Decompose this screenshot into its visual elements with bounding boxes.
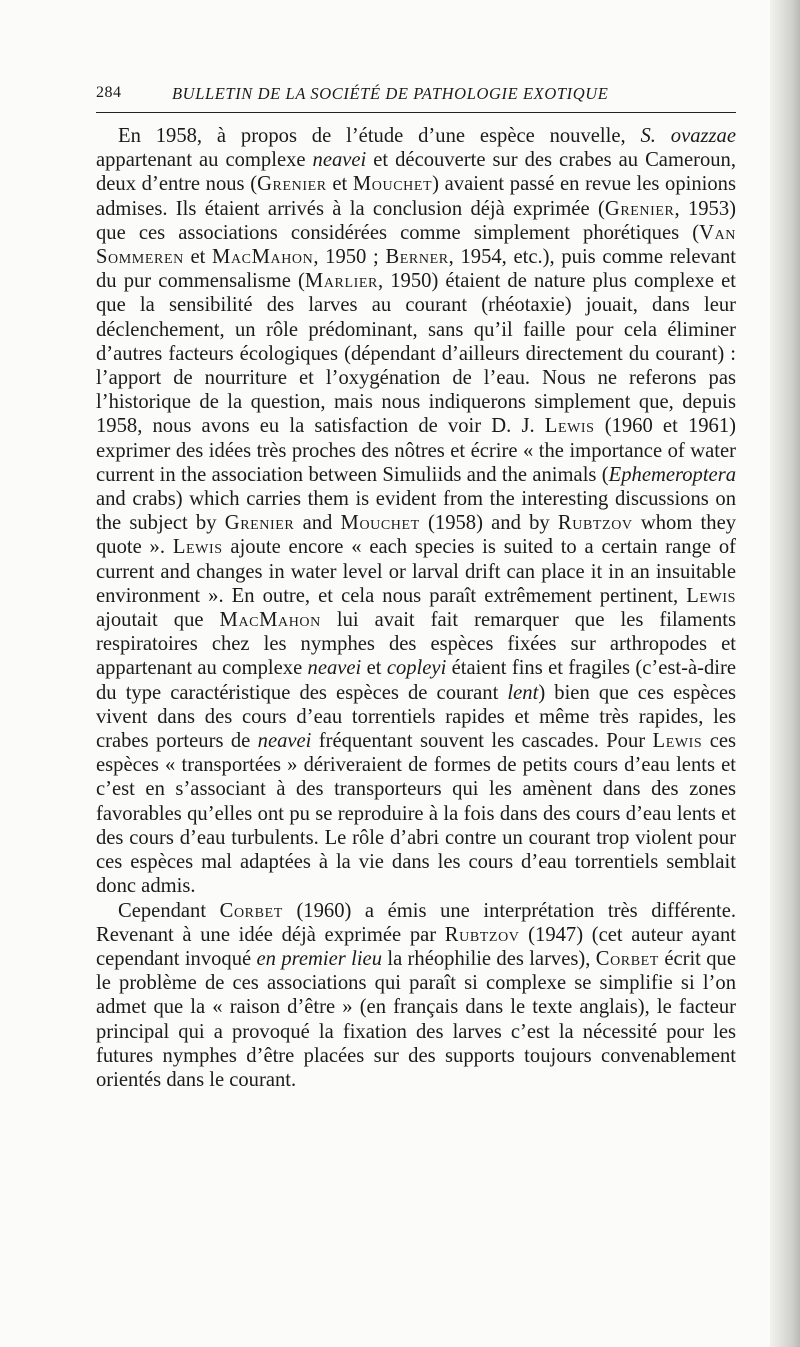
paragraph-2: Cependant Corbet (1960) a émis une interprétation très différente. Revenant à une idée déjà exprimée par Rubtzov (1947) (cet auteur ayant cependant invoqué en premier lieu la rhéophilie des larves), Corbet écrit que le problème de ces associations qui paraît si complexe se simplifie si l’on admet que la « raison d’être » (en français dans le texte anglais), le facteur principal qui a provoqué la fixation des larves c’est la nécessité pour les futures nymphes d’être placées sur des supports toujours convenablement orientés dans le courant. [96,899,737,1091]
author-name: Lewis [686,584,736,607]
author-name: Grenier [604,197,675,220]
italic-term: neavei [257,730,312,753]
italic-term: copleyi [386,657,447,680]
author-name: Mouchet [352,173,433,196]
page-edge-shadow [770,0,800,1347]
author-name: Lewis [652,730,703,753]
italic-term: Ephemeroptera [608,463,736,486]
page-number: 284 [96,84,122,101]
author-name: Grenier [224,512,295,535]
author-name: Rubtzov [444,923,520,946]
author-name: Van Sommeren [96,221,736,269]
author-name: Lewis [544,415,595,438]
author-name: Rubtzov [557,512,633,535]
author-name: Mouchet [340,512,420,535]
author-name: Grenier [257,173,327,196]
italic-term: lent [507,681,539,704]
author-name: Berner [385,246,449,269]
italic-term: neavei [307,657,362,680]
author-name: MacMahon [219,609,321,632]
italic-term: neavei [312,149,367,172]
italic-term: S. ovazzae [640,125,736,147]
author-name: Marlier [304,270,378,293]
page-header [96,84,736,113]
paragraph-1: En 1958, à propos de l’étude d’une espèce nouvelle, S. ovazzae appartenant au complexe neavei et découverte sur des crabes au Cameroun, deux d’entre nous (Grenier et Mouchet) avaient passé en revue les opinions admises. Ils étaient arrivés à la conclusion déjà exprimée (Grenier, 1953) que ces associations considérées comme simplement phorétiques (Van Sommeren et MacMahon, 1950 ; Berner, 1954, etc.), puis comme relevant du pur commensalisme (Marlier, 1950) étaient de nature plus complexe et que la sensibilité des larves au courant (rhéotaxie) jouait, dans leur déclenchement, un rôle prédominant, sans qu’il faille pour cela éliminer d’autres facteurs écologiques (dépendant d’ailleurs directement du courant) : l’apport de nourriture et l’oxygénation de l’eau. Nous ne referons pas l’historique de la question, mais nous indiquerons simplement que, depuis 1958, nous avons eu la satisfaction de voir D. J. Lewis (1960 et 1961) exprimer des idées très proches des nôtres et écrire « the importance of water current in the association between Simuliids and the animals (Ephemeroptera and crabs) which carries them is evident from the interesting discussions on the subject by Grenier and Mouchet (1958) and by Rubtzov whom they quote ». Lewis ajoute encore « each species is suited to a certain range of current and changes in water level or larval drift can place it in an insuitable environment ». En outre, et cela nous paraît extrêmement pertinent, Lewis ajoutait que MacMahon lui avait fait remarquer que les filaments respiratoires chez les nymphes des espèces fixées sur arthropodes et appartenant au complexe neavei et copleyi étaient fins et fragiles (c’est-à-dire du type caractéristique des espèces de courant lent) bien que ces espèces vivent dans des cours d’eau torrentiels rapides et même très rapides, les crabes porteurs de neavei fréquentant souvent les cascades. Pour Lewis ces espèces « transportées » dériveraient de formes de petits cours d’eau lents et c’est en s’associant à des transporteurs qui les amènent dans des zones favorables qu’elles ont pu se reproduire à la fois dans des cours d’eau lents et des cours d’eau turbulents. Le rôle d’abri contre un courant trop violent pour ces espèces mal adaptées à la vie dans les cours d’eau torrentiels semblait donc admis. [96,125,737,898]
author-name: Corbet [595,947,659,970]
author-name: Lewis [172,536,223,559]
body-text [96,124,736,1092]
italic-term: en premier lieu [256,947,382,970]
running-title: BULLETIN DE LA SOCIÉTÉ DE PATHOLOGIE EXOTIQUE [172,84,609,103]
author-name: Corbet [219,899,283,922]
author-name: MacMahon [212,246,314,269]
